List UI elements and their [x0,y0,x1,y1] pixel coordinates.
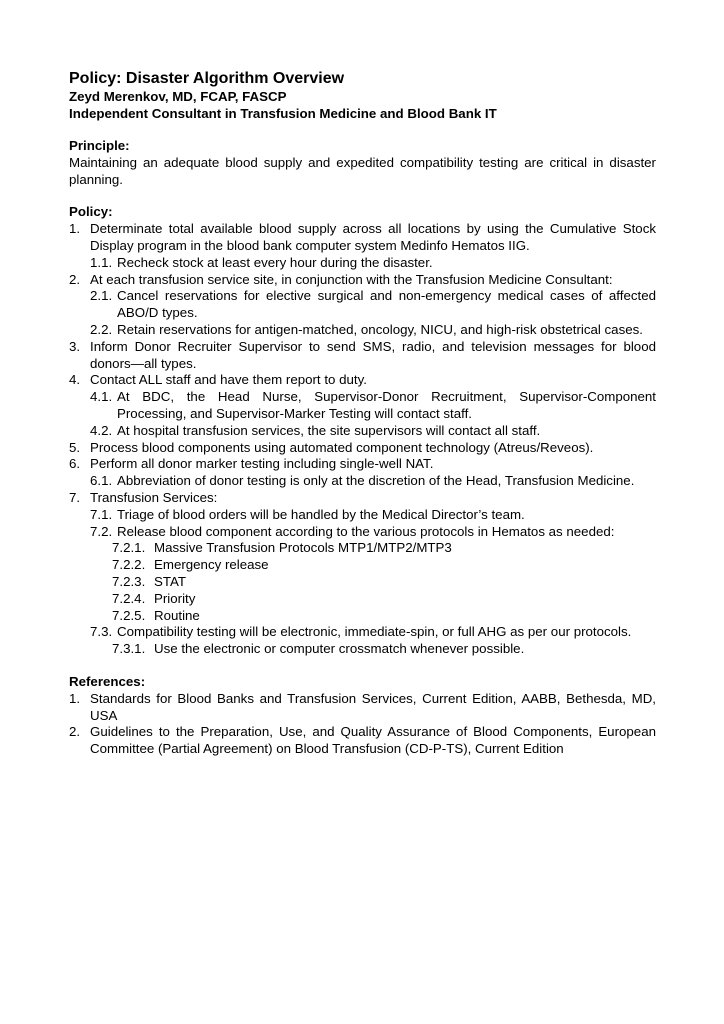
list-number: 7.1. [90,506,113,522]
list-number: 2.2. [90,321,113,337]
policy-item [69,490,656,507]
list-text: Cancel reservations for elective surgical and non-emergency medical cases of affected ABO/D types. [117,288,656,321]
list-text: Perform all donor marker testing including single-well NAT. [90,456,434,472]
list-text: Abbreviation of donor testing is only at the discretion of the Head, Transfusion Medicine. [117,473,635,489]
list-number: 4.2. [90,422,113,438]
list-number: 7.2.2. [112,557,146,573]
list-number: 6.1. [90,473,113,489]
list-text: At hospital transfusion services, the site supervisors will contact all staff. [117,422,541,438]
list-text: Process blood components using automated component technology (Atreus/Reveos). [90,439,594,455]
list-text: Retain reservations for antigen-matched, oncology, NICU, and high-risk obstetrical cases. [117,321,643,337]
policy-item [69,288,656,322]
policy-item [69,540,656,557]
policy-item [69,624,656,641]
list-text: At each transfusion service site, in conjunction with the Transfusion Medicine Consultant: [90,271,613,287]
list-number: 1. [69,221,81,237]
list-number: 7.2.4. [112,590,146,606]
list-text: Routine [154,607,200,623]
list-number: 1. [69,690,81,706]
principle-text: Maintaining an adequate blood supply and expedited compatibility testing are critical in disaster planning. [69,154,656,187]
reference-item [69,724,656,758]
reference-item [69,691,656,725]
policy-item [69,272,656,289]
policy-item [69,423,656,440]
list-text: Priority [154,590,196,606]
list-number: 4. [69,372,81,388]
policy-item [69,339,656,373]
list-number: 5. [69,439,81,455]
policy-item [69,473,656,490]
policy-list [69,221,656,658]
policy-item [69,574,656,591]
list-text: Massive Transfusion Protocols MTP1/MTP2/MTP3 [154,540,452,556]
document-page [69,70,656,758]
list-number: 6. [69,456,81,472]
policy-item [69,221,656,255]
list-text: Release blood component according to the various protocols in Hematos as needed: [117,523,615,539]
policy-item [69,322,656,339]
policy-item [69,641,656,658]
list-text: Determinate total available blood supply across all locations by using the Cumulative Stock Display program in the blood bank computer system Medinfo Hematos IIG. [90,221,656,253]
list-number: 7. [69,489,81,505]
list-number: 1.1. [90,254,113,270]
list-number: 7.2. [90,523,113,539]
author-affiliation: Independent Consultant in Transfusion Medicine and Blood Bank IT [69,106,497,121]
policy-item [69,372,656,389]
list-number: 2. [69,724,81,740]
policy-item [69,608,656,625]
list-text: Inform Donor Recruiter Supervisor to send SMS, radio, and television messages for blood donors—all types. [90,338,656,371]
policy-item [69,524,656,541]
list-text: Triage of blood orders will be handled by the Medical Director’s team. [117,506,525,522]
list-text: At BDC, the Head Nurse, Supervisor-Donor Recruitment, Supervisor-Component Processing, and Supervisor-Marker Testing will contact staff. [117,389,656,421]
policy-item [69,255,656,272]
policy-item [69,507,656,524]
list-number: 7.3.1. [112,641,146,657]
list-number: 7.2.5. [112,607,146,623]
list-number: 2.1. [90,288,113,304]
list-text: Standards for Blood Banks and Transfusion Services, Current Edition, AABB, Bethesda, MD, USA [90,690,656,723]
list-text: Guidelines to the Preparation, Use, and Quality Assurance of Blood Components, European Committee (Partial Agreement) on Blood Transfusion (CD-P-TS), Current Edition [90,724,656,757]
references-heading: References: [69,673,146,689]
list-text: Compatibility testing will be electronic, immediate-spin, or full AHG as per our protocols. [117,624,632,640]
references-list [69,691,656,758]
list-number: 3. [69,338,81,354]
policy-item [69,440,656,457]
list-text: Contact ALL staff and have them report to duty. [90,372,367,388]
list-number: 2. [69,271,81,287]
author-name: Zeyd Merenkov, MD, FCAP, FASCP [69,89,287,104]
list-text: STAT [154,573,187,589]
list-text: Emergency release [154,557,269,573]
list-number: 7.2.3. [112,573,146,589]
policy-item [69,557,656,574]
policy-heading: Policy: [69,204,113,220]
list-text: Recheck stock at least every hour during the disaster. [117,254,433,270]
policy-item [69,389,656,423]
policy-item [69,591,656,608]
document-title: Policy: Disaster Algorithm Overview [69,70,345,87]
list-number: 4.1. [90,389,113,405]
list-number: 7.2.1. [112,540,146,556]
list-text: Transfusion Services: [90,489,218,505]
list-number: 7.3. [90,624,113,640]
policy-item [69,456,656,473]
list-text: Use the electronic or computer crossmatch whenever possible. [154,641,525,657]
principle-heading: Principle: [69,138,130,153]
